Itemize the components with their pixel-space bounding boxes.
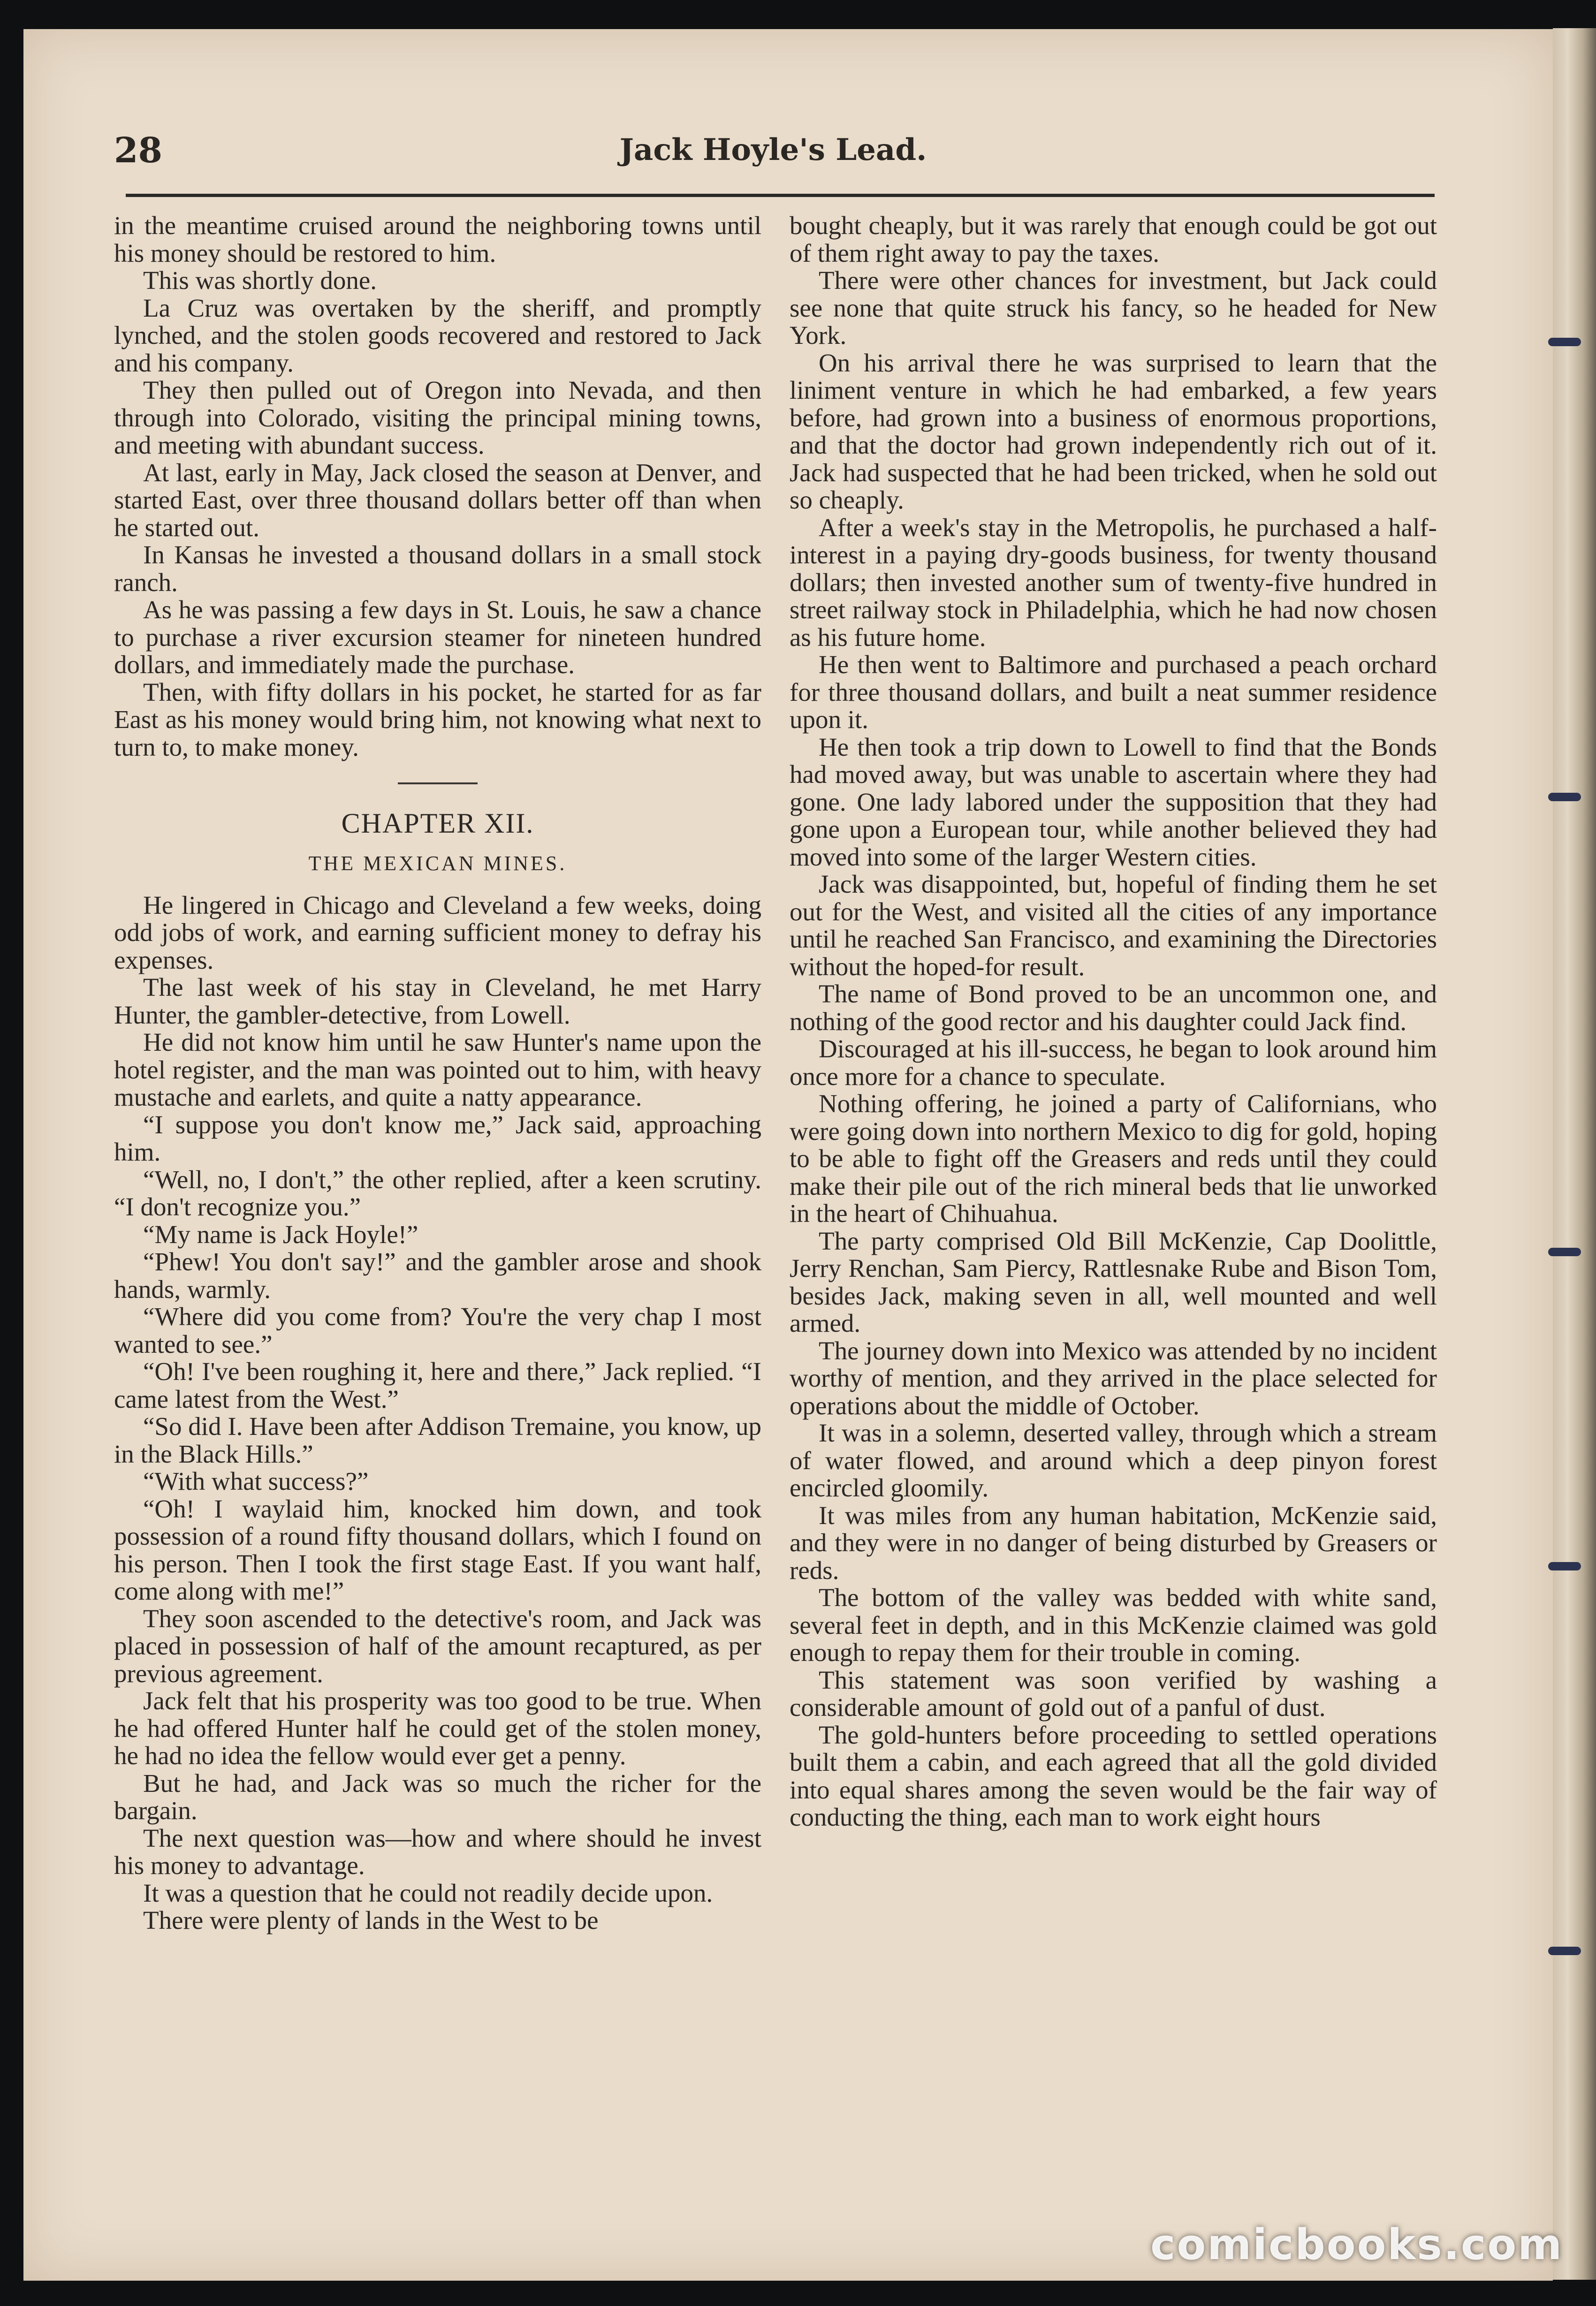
site-watermark: comicbooks.com — [1150, 2220, 1563, 2269]
paragraph: “Oh! I've been roughing it, here and there,” Jack replied. “I came latest from the West.” — [114, 1357, 761, 1413]
paragraph: This was shortly done. — [143, 266, 377, 295]
paragraph: “With what success?” — [143, 1467, 369, 1495]
paragraph: He did not know him until he saw Hunter's name upon the hotel register, and the man was pointed out to him, with heavy mustache and earlets, and quite a natty appearance. — [114, 1028, 761, 1111]
paragraph: bought cheaply, but it was rarely that enough could be got out of them right away to pay the taxes. — [790, 211, 1437, 267]
paragraph: La Cruz was overtaken by the sheriff, and promptly lynched, and the stolen goods recovered and restored to Jack and his company. — [114, 293, 761, 377]
paragraph: At last, early in May, Jack closed the season at Denver, and started East, over three thousand dollars better off than when he started out. — [114, 458, 761, 542]
page-header — [114, 130, 1432, 182]
paragraph: The gold-hunters before proceeding to settled operations built them a cabin, and each agreed that all the gold divided into equal shares among the seven would be the fair way of conducting the thing, each man to work eight hours — [790, 1720, 1437, 1831]
paragraph: in the meantime cruised around the neighboring towns until his money should be restored to him. — [114, 211, 761, 267]
paragraph: Then, with fifty dollars in his pocket, he started for as far East as his money would bring him, not knowing what next to turn to, to make money. — [114, 677, 761, 761]
paragraph: After a week's stay in the Metropolis, he purchased a half-interest in a paying dry-goods business, for twenty thousand dollars; then invested another sum of twenty-five hundred in street railway stock in Philadelphia, which he had now chosen as his future home. — [790, 513, 1437, 652]
book-binding-edge — [1553, 28, 1596, 2280]
paragraph: It was in a solemn, deserted valley, through which a stream of water flowed, and around which a deep pinyon forest encircled gloomily. — [790, 1418, 1437, 1502]
binding-stitch — [1548, 338, 1581, 346]
paragraph: Jack felt that his prosperity was too good to be true. When he had offered Hunter half he could get of the stolen money, he had no idea the fellow would ever get a penny. — [114, 1686, 761, 1770]
paragraph: The journey down into Mexico was attended by no incident worthy of mention, and they arrived in the place selected for operations about the middle of October. — [790, 1336, 1437, 1420]
paragraph: The party comprised Old Bill McKenzie, Cap Doolittle, Jerry Renchan, Sam Piercy, Rattlesnake Rube and Bison Tom, besides Jack, making seven in all, well mounted and well armed. — [790, 1226, 1437, 1337]
left-column — [114, 212, 761, 1934]
binding-stitch — [1548, 1562, 1581, 1570]
paragraph: “Phew! You don't say!” and the gambler arose and shook hands, warmly. — [114, 1247, 761, 1304]
chapter-title: CHAPTER XII. — [341, 808, 534, 839]
paragraph: “I suppose you don't know me,” Jack said, approaching him. — [114, 1110, 761, 1166]
paragraph: Jack was disappointed, but, hopeful of finding them he set out for the West, and visited all the cities of any importance until he reached San Francisco, and examining the Directories without the hoped-for result. — [790, 870, 1437, 981]
paragraph: This statement was soon verified by washing a considerable amount of gold out of a panful of dust. — [790, 1665, 1437, 1722]
paragraph: “My name is Jack Hoyle!” — [143, 1220, 418, 1249]
paragraph: They soon ascended to the detective's room, and Jack was placed in possession of half of the amount recaptured, as per previous agreement. — [114, 1604, 761, 1688]
paragraph: It was a question that he could not readily decide upon. — [143, 1878, 713, 1907]
paragraph: “Where did you come from? You're the very chap I most wanted to see.” — [114, 1302, 761, 1358]
header-rule — [126, 194, 1435, 197]
binding-stitch — [1548, 1947, 1581, 1955]
section-divider — [398, 782, 478, 784]
paragraph: But he had, and Jack was so much the richer for the bargain. — [114, 1768, 761, 1825]
paragraph: “Oh! I waylaid him, knocked him down, and took possession of a round fifty thousand dollars, which I found on his person. Then I took the first stage East. If you want half, come along with me!” — [114, 1494, 761, 1605]
paragraph: As he was passing a few days in St. Louis, he saw a chance to purchase a river excursion steamer for nineteen hundred dollars, and immediately made the purchase. — [114, 595, 761, 679]
paragraph: “So did I. Have been after Addison Tremaine, you know, up in the Black Hills.” — [114, 1412, 761, 1468]
paragraph: It was miles from any human habitation, McKenzie said, and they were in no danger of being disturbed by Greasers or reds. — [790, 1501, 1437, 1585]
paragraph: The bottom of the valley was bedded with white sand, several feet in depth, and in this McKenzie claimed was gold enough to repay them for their trouble in coming. — [790, 1583, 1437, 1667]
paragraph: There were other chances for investment, but Jack could see none that quite struck his fancy, so he headed for New York. — [790, 266, 1437, 349]
paragraph: On his arrival there he was surprised to learn that the liniment venture in which he had embarked, a few years before, had grown into a business of enormous proportions, and that the doctor had grown independently rich out of it. Jack had suspected that he had been tricked, when he sold out so cheaply. — [790, 348, 1437, 514]
paragraph: Discouraged at his ill-success, he began to look around him once more for a chance to speculate. — [790, 1034, 1437, 1091]
paragraph: There were plenty of lands in the West to be — [143, 1906, 599, 1934]
paragraph: “Well, no, I don't,” the other replied, after a keen scrutiny. “I don't recognize you.” — [114, 1165, 761, 1221]
running-title: Jack Hoyle's Lead. — [619, 132, 927, 167]
paragraph: He then went to Baltimore and purchased a peach orchard for three thousand dollars, and built a neat summer residence upon it. — [790, 650, 1437, 734]
right-column — [790, 212, 1437, 1831]
binding-stitch — [1548, 1248, 1581, 1256]
paragraph: The name of Bond proved to be an uncommon one, and nothing of the good rector and his daughter could Jack find. — [790, 979, 1437, 1036]
paragraph: They then pulled out of Oregon into Nevada, and then through into Colorado, visiting the principal mining towns, and meeting with abundant success. — [114, 376, 761, 459]
page-number: 28 — [114, 130, 162, 171]
paragraph: In Kansas he invested a thousand dollars in a small stock ranch. — [114, 540, 761, 597]
binding-stitch — [1548, 793, 1581, 801]
paragraph: The last week of his stay in Cleveland, he met Harry Hunter, the gambler-detective, from Lowell. — [114, 973, 761, 1029]
chapter-subtitle: THE MEXICAN MINES. — [308, 852, 567, 875]
paragraph: The next question was—how and where should he invest his money to advantage. — [114, 1823, 761, 1880]
paragraph: He then took a trip down to Lowell to find that the Bonds had moved away, but was unable to ascertain where they had gone. One lady labored under the supposition that they had gone upon a European tour, while another believed they had moved into some of the larger Western cities. — [790, 732, 1437, 871]
paragraph: Nothing offering, he joined a party of Californians, who were going down into northern Mexico to dig for gold, hoping to be able to fight off the Greasers and reds until they could make their pile out of the rich mineral beds that lie unworked in the heart of Chihuahua. — [790, 1089, 1437, 1228]
paragraph: He lingered in Chicago and Cleveland a few weeks, doing odd jobs of work, and earning sufficient money to defray his expenses. — [114, 890, 761, 974]
